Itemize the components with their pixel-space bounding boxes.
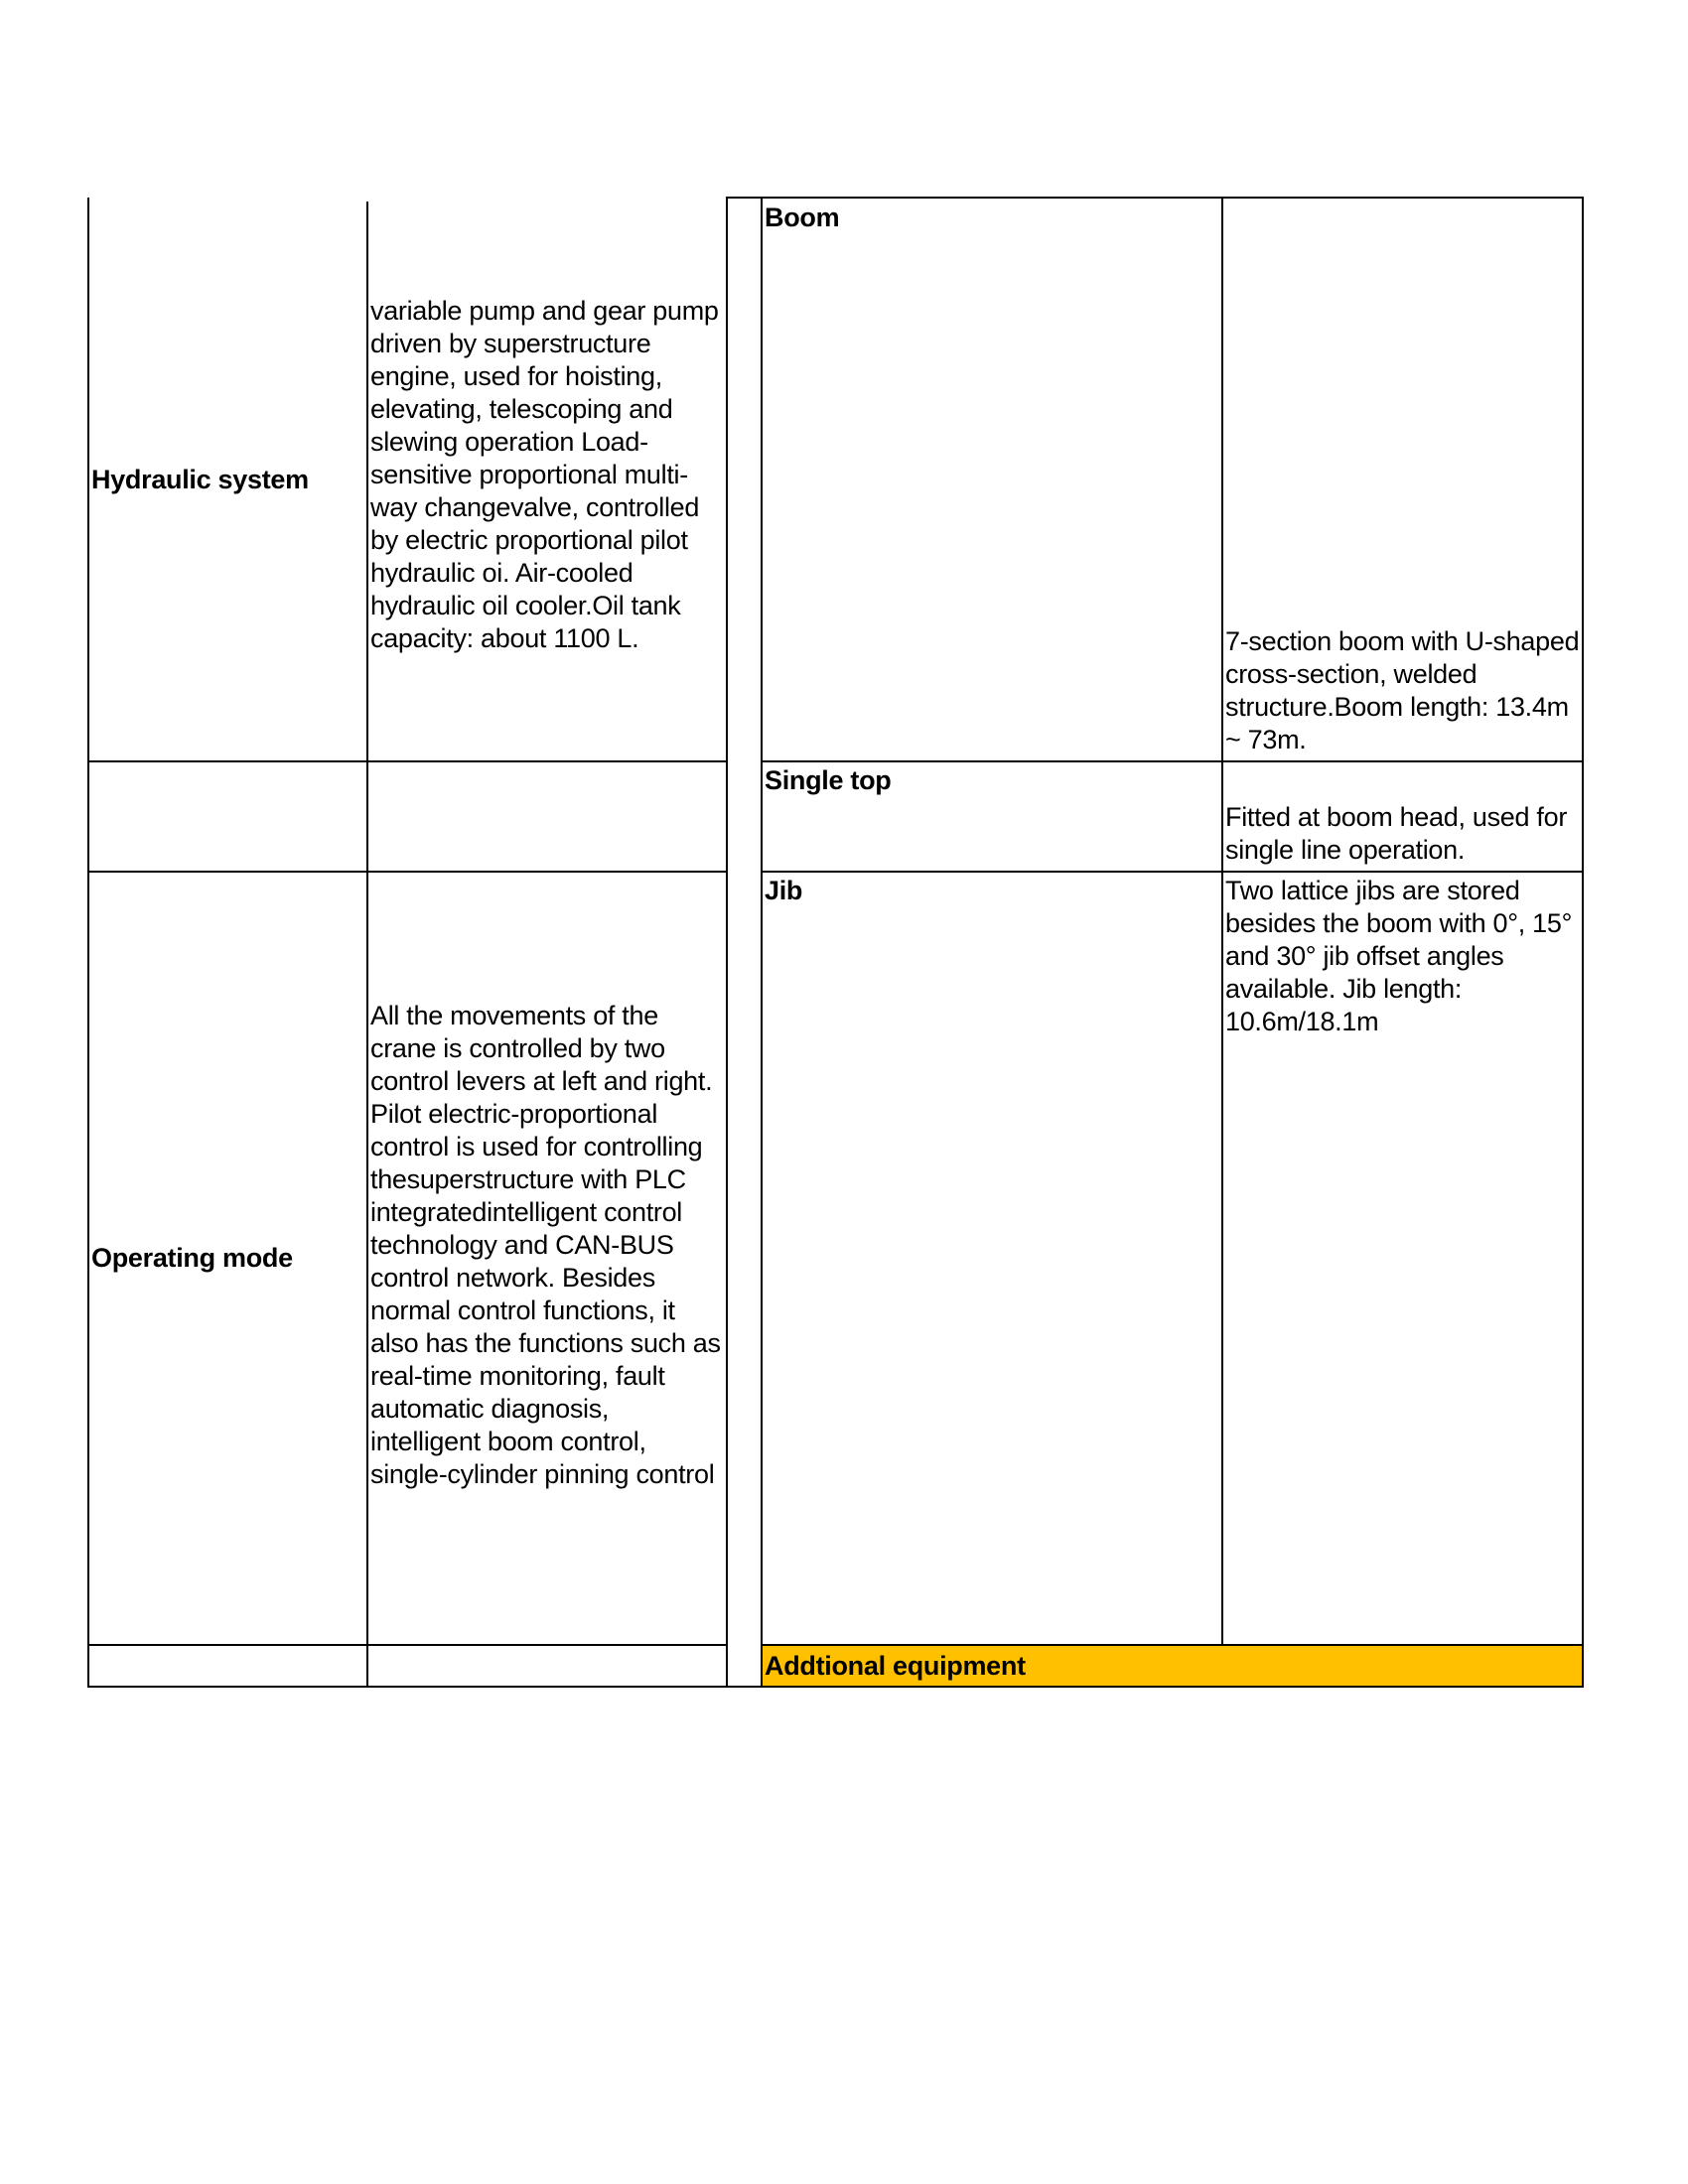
label-hydraulic-system: Hydraulic system [91, 464, 309, 494]
value-empty-row [368, 762, 726, 871]
value-jib: Two lattice jibs are stored besides the boom with 0°, 15° and 30° jib offset angles available. Jib length: 10.6m/18.1m [1225, 876, 1573, 1036]
label-empty-row [89, 762, 366, 871]
section-header-additional-equipment: Addtional equipment [763, 1646, 1582, 1686]
value-boom: 7-section boom with U-shaped cross-section, welded structure.Boom length: 13.4m ~ 73m. [1225, 626, 1580, 754]
label-single-top: Single top [765, 765, 892, 795]
value-hydraulic-system: variable pump and gear pump driven by superstructure engine, used for hoisting, elevating, telescoping and slewing operation Load-sensitive proportional multi-way changevalve, controlled by electric proportional pilot hydraulic oi. Air-cooled hydraulic oil cooler.Oil tank capacity: about 1100 L. [370, 295, 719, 653]
value-operating-mode: All the movements of the crane is controlled by two control levers at left and right. Pilot electric-proportional control is used for controlling thesuperstructure with PLC integratedintelligent control technology and CAN-BUS control network. Besides normal control functions, it also has the functions such as real-time monitoring, fault automatic diagnosis, intelligent boom control, single-cylinder pinning control [370, 1001, 721, 1489]
label-operating-mode: Operating mode [91, 1243, 293, 1273]
value-single-top: Fitted at boom head, used for single line operation. [1225, 802, 1568, 865]
label-jib: Jib [765, 876, 803, 905]
label-boom: Boom [765, 203, 840, 232]
